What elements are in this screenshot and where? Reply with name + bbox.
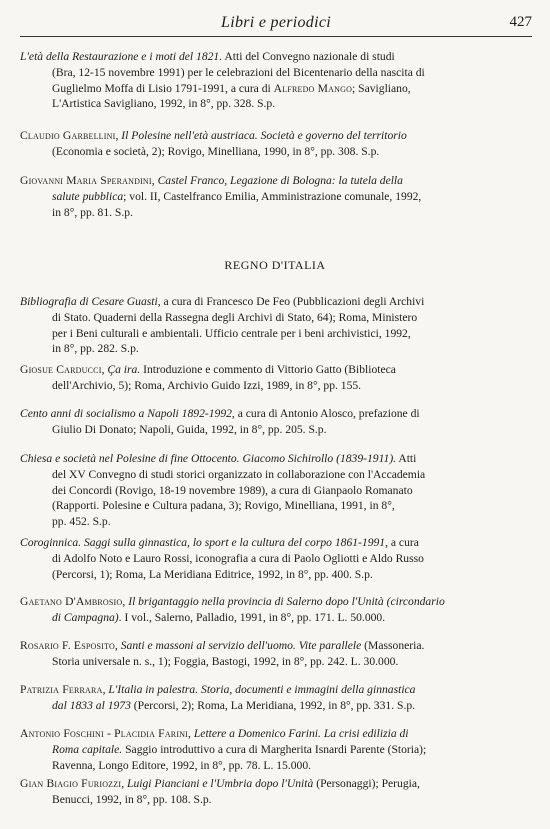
entry-text: Atti: [396, 452, 417, 465]
entry-text: Ravenna, Longo Editore, 1992, in 8°, pp. 78. L. 15.000.: [52, 758, 312, 772]
entry-line: [20, 792, 520, 808]
work-title: L'Italia in palestra. Storia, documenti e immagini della ginnastica: [108, 683, 416, 696]
work-title: dal 1833 al 1973: [52, 698, 131, 712]
entry-line: [20, 638, 520, 654]
entry-line: [20, 498, 520, 514]
work-title: salute pubblica: [52, 189, 124, 203]
entry-line: [20, 406, 520, 422]
page-number: 427: [509, 14, 532, 30]
author-name: Gaetano D'Ambrosio: [20, 595, 123, 608]
entry-text: per i Beni culturali e ambientali. Ufficio centrale per i beni archivistici, 1992,: [52, 326, 411, 340]
entry-line: [20, 551, 520, 567]
entry-text: (Bra, 12-15 novembre 1991) per le celebrazioni del Bicentenario della nascita di: [52, 65, 425, 79]
entry-line: [20, 294, 520, 310]
entry-line: [20, 378, 520, 394]
work-title: Cento anni di socialismo a Napoli 1892-1992: [20, 407, 232, 420]
entry-text: L'Artistica Savigliano, 1992, in 8°, pp. 328. S.p.: [52, 97, 276, 111]
entry-line: [20, 467, 520, 483]
entry-line: [20, 776, 520, 792]
bibliography-entry: [20, 173, 520, 220]
work-title: Ça ira.: [107, 363, 141, 376]
entry-text: in 8°, pp. 81. S.p.: [52, 205, 133, 219]
entry-text: Benucci, 1992, in 8°, pp. 108. S.p.: [52, 792, 212, 806]
entry-line: [20, 567, 520, 583]
bibliography-entry: [20, 682, 520, 714]
entry-text: di Adolfo Noto e Lauro Rossi, iconografia a cura di Paolo Ogliotti e Aldo Russo: [52, 551, 424, 565]
author-name: Giovanni Maria Sperandini: [20, 174, 152, 187]
entry-line: [20, 758, 520, 774]
entry-text: ,: [121, 777, 128, 790]
author-name: Antonio Foschini - Placidia Farini: [20, 727, 189, 740]
author-name: Rosario F. Esposito: [20, 639, 115, 652]
entry-line: [20, 483, 520, 499]
entry-line: [20, 594, 520, 610]
entry-line: [20, 514, 520, 530]
entry-text: ,: [114, 639, 121, 652]
entry-text: (Percorsi, 2); Roma, La Meridiana, 1992, in 8°, pp. 331. S.p.: [130, 698, 416, 712]
entry-text: (Massoneria.: [361, 639, 425, 652]
entry-line: [20, 310, 520, 326]
entry-text: , a cura: [385, 536, 419, 549]
entry-line: [20, 81, 520, 97]
work-title: Santi e massoni al servizio dell'uomo. Vite parallele: [120, 639, 362, 652]
entry-text: dell'Archivio, 5); Roma, Archivio Guido Izzi, 1989, in 8°, pp. 155.: [52, 378, 362, 392]
entry-text: di Stato. Quaderni della Rassegna degli Archivi di Stato, 64); Roma, Ministero: [52, 310, 418, 324]
entry-line: [20, 698, 520, 714]
entry-text: Giulio Di Donato; Napoli, Guida, 1992, in 8°, pp. 205. S.p.: [52, 422, 327, 436]
entry-line: [20, 96, 520, 112]
entry-text: ,: [102, 683, 109, 696]
entry-line: [20, 65, 520, 81]
bibliography-entry: [20, 594, 520, 626]
entry-text: pp. 452. S.p.: [52, 515, 111, 529]
entry-text: ,: [188, 727, 194, 740]
entry-line: [20, 49, 520, 65]
bibliography-entry: [20, 726, 520, 773]
bibliography-entry: [20, 406, 520, 438]
entry-text: , a cura di Francesco De Feo (Pubblicazioni degli Archivi: [157, 295, 425, 308]
bibliography-entry: [20, 294, 520, 357]
author-name: Giosue Carducci: [20, 363, 102, 376]
bibliography-entry: [20, 128, 520, 160]
entry-text: Atti del Convegno nazionale di studi: [222, 50, 395, 63]
bibliography-entry: [20, 638, 520, 670]
bibliography-entry: [20, 362, 520, 394]
entry-text: ,: [101, 363, 108, 376]
entry-line: [20, 451, 520, 467]
entry-text: Storia universale n. s., 1); Foggia, Bastogi, 1992, in 8°, pp. 242. L. 30.000.: [52, 654, 399, 668]
entry-line: [20, 726, 520, 742]
author-name: Patrizia Ferrara: [20, 683, 103, 696]
entry-line: [20, 535, 520, 551]
entry-line: [20, 205, 520, 221]
bibliography-entry: [20, 451, 520, 530]
entry-text: Introduzione e commento di Vittorio Gatto (Biblioteca: [140, 363, 396, 376]
entry-text: in 8°, pp. 282. S.p.: [52, 342, 139, 356]
author-name: Claudio Garbellini: [20, 129, 116, 142]
entry-text: ,: [151, 174, 158, 187]
bibliography-entry: [20, 535, 520, 582]
section-heading: REGNO D'ITALIA: [224, 258, 326, 272]
entry-text: . I vol., Salerno, Palladio, 1991, in 8°, pp. 171. L. 50.000.: [118, 610, 386, 624]
entry-text: dei Concordi (Rovigo, 18-19 novembre 1989), a cura di Gianpaolo Romanato: [52, 483, 413, 497]
author-name: Gian Biagio Furiozzi: [20, 777, 122, 790]
bibliography-entry: [20, 776, 520, 808]
running-header: [20, 12, 532, 37]
entry-line: [20, 742, 520, 758]
entry-line: [20, 422, 520, 438]
entry-text: Guglielmo Moffa di Lisio 1791-1991, a cura di: [52, 81, 274, 95]
entry-line: [20, 341, 520, 357]
entry-text: (Personaggi); Perugia,: [313, 777, 420, 790]
entry-line: [20, 173, 520, 189]
entry-text: ,: [122, 595, 129, 608]
work-title: Il brigantaggio nella provincia di Salerno dopo l'Unità (circondario: [128, 595, 445, 608]
entry-line: [20, 654, 520, 670]
work-title: Roma capitale.: [52, 742, 123, 756]
work-title: Castel Franco, Legazione di Bologna: la tutela della: [157, 174, 403, 187]
entry-text: (Rapporti. Polesine e Cultura padana, 3); Rovigo, Minelliana, 1991, in 8°,: [52, 499, 395, 513]
work-title: Il Polesine nell'età austriaca. Società e governo del territorio: [121, 129, 407, 142]
running-title: Libri e periodici: [221, 14, 331, 31]
work-title: Bibliografia di Cesare Guasti: [20, 295, 158, 308]
work-title: di Campagna): [52, 610, 119, 624]
entry-text: del XV Convegno di studi storici organizzato in collaborazione con l'Accademia: [52, 467, 426, 481]
entry-line: [20, 189, 520, 205]
entry-text: (Economia e società, 2); Rovigo, Minelliana, 1990, in 8°, pp. 308. S.p.: [52, 144, 380, 158]
entry-line: [20, 326, 520, 342]
work-title: Chiesa e società nel Polesine di fine Ottocento. Giacomo Sichirollo (1839-1911).: [20, 452, 397, 465]
entry-text: , a cura di Antonio Alosco, prefazione di: [231, 407, 420, 420]
entry-text: (Percorsi, 1); Roma, La Meridiana Editrice, 1992, in 8°, pp. 400. S.p.: [52, 567, 373, 581]
work-title: L'età della Restaurazione e i moti del 1821.: [20, 50, 223, 63]
bibliography-entry: [20, 49, 520, 112]
entry-line: [20, 610, 520, 626]
entry-text: ; vol. II, Castelfranco Emilia, Amministrazione comunale, 1992,: [123, 189, 422, 203]
work-title: Coroginnica. Saggi sulla ginnastica, lo sport e la cultura del corpo 1861-1991: [20, 536, 386, 549]
entry-line: [20, 362, 520, 378]
entry-line: [20, 682, 520, 698]
entry-text: ; Savigliano,: [352, 81, 411, 95]
entry-line: [20, 144, 520, 160]
work-title: Luigi Pianciani e l'Umbria dopo l'Unità: [127, 777, 314, 790]
entry-text: ,: [115, 129, 122, 142]
work-title: Lettere a Domenico Farini. La crisi edilizia di: [193, 727, 409, 740]
entry-line: [20, 128, 520, 144]
author-name: Alfredo Mango: [273, 81, 353, 95]
entry-text: Saggio introduttivo a cura di Margherita Isnardi Parente (Storia);: [122, 742, 427, 756]
